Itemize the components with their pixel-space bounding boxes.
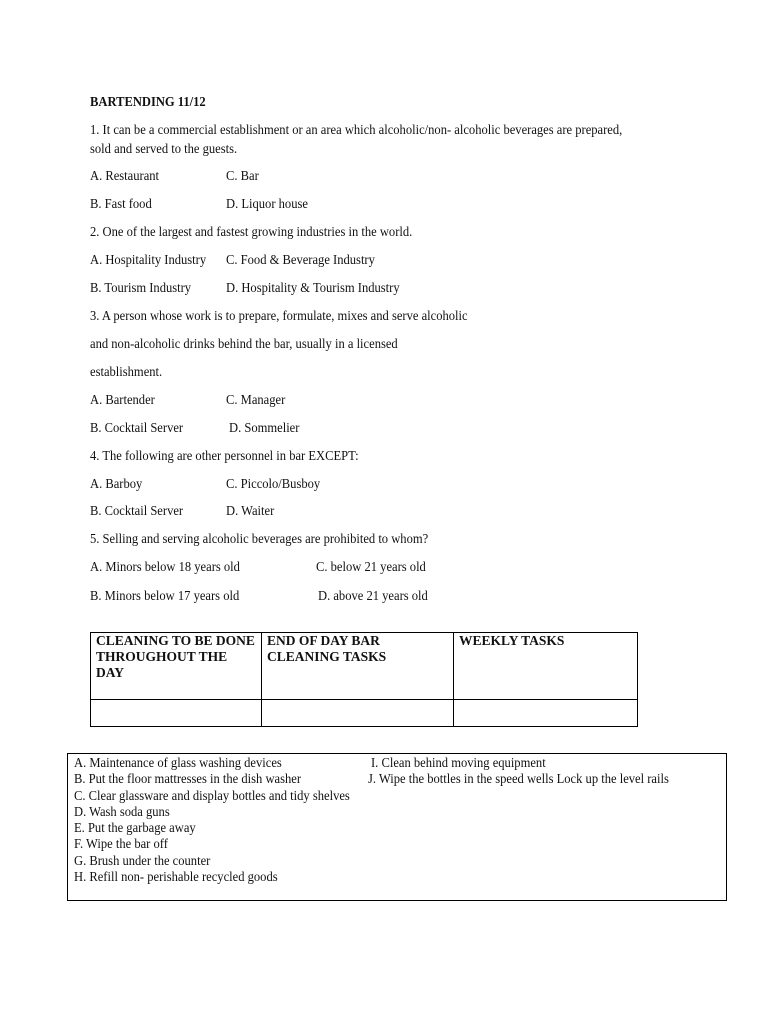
question-1-line-2: sold and served to the guests. (90, 141, 238, 156)
task-choices-box (67, 753, 727, 901)
question-3-option-a: A. Bartender (90, 392, 155, 407)
document-title: BARTENDING 11/12 (90, 94, 206, 109)
question-4-option-d: D. Waiter (226, 503, 275, 518)
choice-a: A. Maintenance of glass washing devices (74, 755, 282, 770)
question-3-option-d: D. Sommelier (229, 420, 300, 435)
choice-h: H. Refill non- perishable recycled goods (74, 869, 278, 884)
question-1-option-b: B. Fast food (90, 196, 152, 211)
task-classification-table (90, 632, 638, 727)
question-3-line-2: and non-alcoholic drinks behind the bar, usually in a licensed (90, 336, 398, 351)
question-4-option-c: C. Piccolo/Busboy (226, 476, 321, 491)
table-header-end-of-day: END OF DAY BAR CLEANING TASKS (262, 633, 454, 700)
question-1-line-1: 1. It can be a commercial establishment or an area which alcoholic/non- alcoholic beverages are prepared, (90, 122, 623, 137)
question-2-line-1: 2. One of the largest and fastest growing industries in the world. (90, 224, 413, 239)
choice-i: I. Clean behind moving equipment (371, 755, 546, 770)
question-2-option-b: B. Tourism Industry (90, 280, 192, 295)
question-5-option-b: B. Minors below 17 years old (90, 588, 240, 603)
choice-f: F. Wipe the bar off (74, 836, 168, 851)
question-1-option-c: C. Bar (226, 168, 259, 183)
question-1-option-d: D. Liquor house (226, 196, 308, 211)
question-1-option-a: A. Restaurant (90, 168, 160, 183)
choice-d: D. Wash soda guns (74, 804, 170, 819)
question-3-option-b: B. Cocktail Server (90, 420, 184, 435)
choice-e: E. Put the garbage away (74, 820, 196, 835)
question-5-option-d: D. above 21 years old (318, 588, 428, 603)
question-2-option-c: C. Food & Beverage Industry (226, 252, 375, 267)
table-header-throughout-day: CLEANING TO BE DONE THROUGHOUT THE DAY (91, 633, 262, 700)
question-4-line-1: 4. The following are other personnel in bar EXCEPT: (90, 448, 359, 463)
question-3-option-c: C. Manager (226, 392, 286, 407)
question-4-option-b: B. Cocktail Server (90, 503, 184, 518)
question-5-line-1: 5. Selling and serving alcoholic beverages are prohibited to whom? (90, 531, 429, 546)
question-4-option-a: A. Barboy (90, 476, 143, 491)
choice-c: C. Clear glassware and display bottles and tidy shelves (74, 788, 350, 803)
question-3-line-1: 3. A person whose work is to prepare, formulate, mixes and serve alcoholic (90, 308, 468, 323)
table-header-row (91, 633, 638, 700)
answer-cell-weekly[interactable] (454, 700, 638, 727)
answer-cell-end-of-day[interactable] (262, 700, 454, 727)
question-2-option-d: D. Hospitality & Tourism Industry (226, 280, 400, 295)
table-header-weekly: WEEKLY TASKS (454, 633, 638, 700)
answer-cell-throughout-day[interactable] (91, 700, 262, 727)
question-5-option-c: C. below 21 years old (316, 559, 426, 574)
choice-j: J. Wipe the bottles in the speed wells Lock up the level rails (368, 771, 669, 786)
choice-b: B. Put the floor mattresses in the dish washer (74, 771, 302, 786)
question-2-option-a: A. Hospitality Industry (90, 252, 207, 267)
choice-g: G. Brush under the counter (74, 853, 211, 868)
question-3-line-3: establishment. (90, 364, 163, 379)
question-5-option-a: A. Minors below 18 years old (90, 559, 240, 574)
table-row (91, 700, 638, 727)
